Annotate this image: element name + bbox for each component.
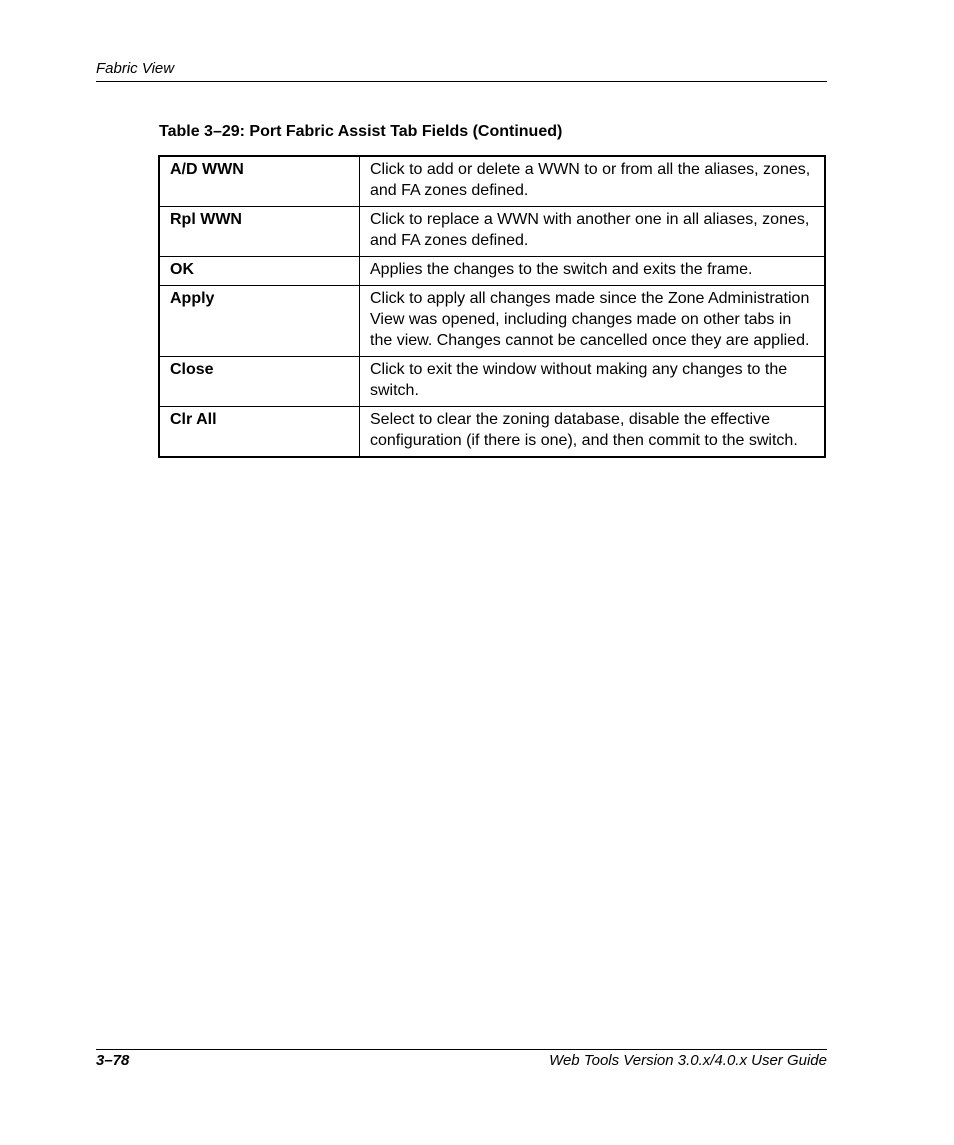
field-description-cell: Click to replace a WWN with another one in all aliases, zones, and FA zones defined. (360, 207, 826, 257)
field-name-cell: Close (159, 357, 360, 407)
field-name-cell: OK (159, 257, 360, 286)
table-row (159, 156, 825, 207)
table-caption: Table 3–29: Port Fabric Assist Tab Fields (Continued) (159, 123, 563, 140)
field-name-cell: A/D WWN (159, 156, 360, 207)
footer-rule (96, 1049, 827, 1050)
header-rule (96, 81, 827, 82)
field-description-cell: Click to apply all changes made since the Zone Administration View was opened, including changes made on other tabs in the view. Changes cannot be cancelled once they are applied. (360, 286, 826, 357)
field-description-cell: Select to clear the zoning database, disable the effective configuration (if there is one), and then commit to the switch. (360, 407, 826, 458)
guide-title: Web Tools Version 3.0.x/4.0.x User Guide (549, 1052, 827, 1069)
table-row (159, 286, 825, 357)
table-row (159, 407, 825, 458)
field-description-cell: Applies the changes to the switch and exits the frame. (360, 257, 826, 286)
field-name-cell: Rpl WWN (159, 207, 360, 257)
table-row (159, 357, 825, 407)
running-header: Fabric View (96, 60, 175, 77)
field-description-cell: Click to exit the window without making any changes to the switch. (360, 357, 826, 407)
table-row (159, 257, 825, 286)
field-name-cell: Apply (159, 286, 360, 357)
field-name-cell: Clr All (159, 407, 360, 458)
field-description-cell: Click to add or delete a WWN to or from all the aliases, zones, and FA zones defined. (360, 156, 826, 207)
fields-table (158, 155, 826, 458)
table-row (159, 207, 825, 257)
page-number: 3–78 (96, 1052, 130, 1069)
